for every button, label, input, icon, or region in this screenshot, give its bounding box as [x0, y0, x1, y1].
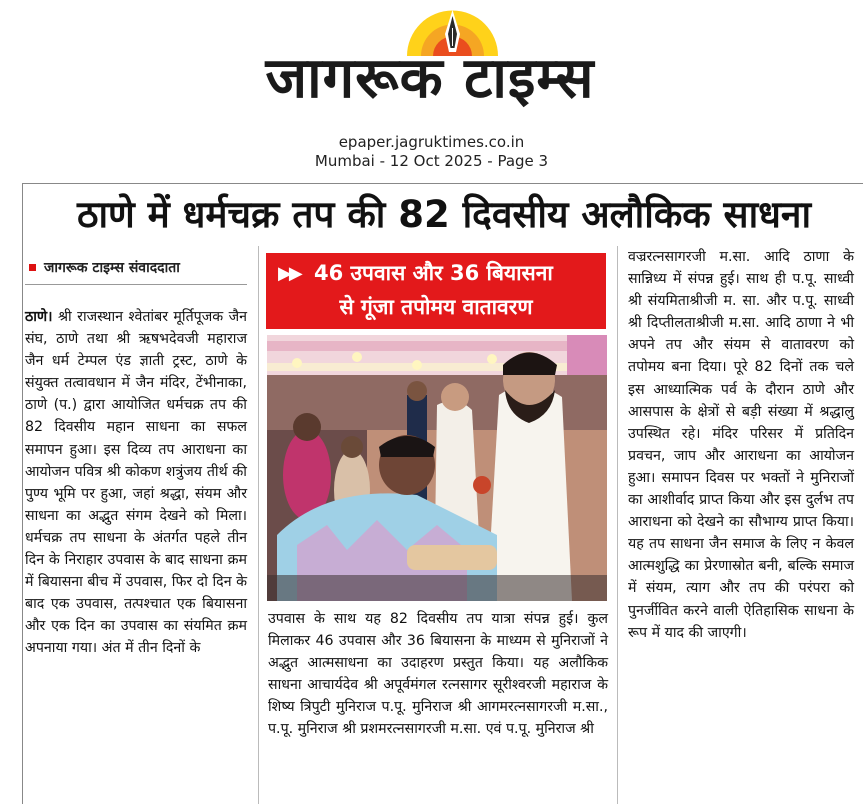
left-rule: [22, 183, 23, 804]
column-separator: [617, 246, 618, 804]
masthead: [0, 0, 863, 175]
edition-info: Mumbai - 12 Oct 2025 - Page 3: [314, 152, 549, 170]
column-3-text: वज्ररत्नसागरजी म.सा. आदि ठाणा के सान्निध्य में संपन्न हुई। साथ ही प.पू. साध्वी श्री संयमिताश्रीजी म. सा. और प.पू. साध्वी श्री दिप्तीलताश्रीजी म.सा. आदि ठाणा ने भी अपने तप और संयम से वातावरण को तपोमय बना दिया। पूरे 82 दिनों तक चले इस आध्यात्मिक पर्व के दौरान ठाणे और आसपास के क्षेत्रों से बड़ी संख्या में श्रद्धालु उपस्थित रहे। मंदिर परिसर में प्रतिदिन प्रवचन, जाप और आराधना का आयोजन हुआ। समापन दिवस पर भक्तों ने मुनिराजों का आशीर्वाद प्राप्त किया और इस दुर्लभ तप आराधना को देखने का सौभाग्य प्राप्त किया। यह तप साधना जैन समाज के लिए न केवल आत्मशुद्धि का प्रेरणास्रोत बनी, बल्कि समाज में संयम, त्याग और तप की परंपरा को पुनर्जीवित करने वाली ऐतिहासिक साधना के रूप में याद की जाएगी।: [628, 249, 854, 641]
subheadline-line-2: से गूंजा तपोमय वातावरण: [339, 295, 533, 319]
byline: [25, 258, 255, 277]
subheadline-box: [266, 253, 606, 329]
article-column-3: [628, 246, 854, 644]
dateline: ठाणे।: [25, 309, 53, 325]
article-headline: ठाणे में धर्मचक्र तप की 82 दिवसीय अलौकिक साधना: [76, 193, 812, 236]
epaper-url[interactable]: epaper.jagruktimes.co.in: [338, 133, 525, 151]
article-column-2: [268, 608, 608, 741]
top-rule: [22, 183, 863, 184]
newspaper-page: [0, 183, 863, 804]
column-1-text: श्री राजस्थान श्वेतांबर मूर्तिपूजक जैन संघ, ठाणे तथा श्री ऋषभदेवजी महाराज जैन धर्म टेम्पल एंड ज्ञाती ट्रस्ट, ठाणे के संयुक्त तत्वावधान में जैन मंदिर, टेंभीनाका, ठाणे (प.) द्वारा आयोजित धर्मचक्र तप की 82 दिवसीय महान साधना का सफल समापन हुआ। इस दिव्य तप आराधना का आयोजन पवित्र श्री कोकण शत्रुंजय तीर्थ की पुण्य भूमि पर हुआ, जहां श्रद्धा, संयम और साधना का अद्भुत संगम देखने को मिला। धर्मचक्र तप साधना के अंतर्गत पहले तीन दिन के निराहार उपवास के बाद साधना क्रम में बियासना बीच में उपवास, फिर दो दिन के बाद एक उपवास, तत्पश्चात एक बियासना और एक दिन का उपवास का संयमित क्रम अपनाया गया। अंत में तीन दिनों के: [25, 309, 247, 657]
byline-text: जागरूक टाइम्स संवाददाता: [44, 260, 180, 276]
column-separator: [258, 246, 259, 804]
newspaper-logo[interactable]: जागरूक टाइम्स: [265, 46, 595, 111]
column-2-text: उपवास के साथ यह 82 दिवसीय तप यात्रा संपन्न हुई। कुल मिलाकर 46 उपवास और 36 बियासना के माध्यम से मुनिराजों ने अद्भुत आत्मसाधना का उदाहरण प्रस्तुत किया। यह अलौकिक साधना आचार्यदेव श्री अपूर्वमंगल रत्नसागर सूरीश्वरजी महाराज के शिष्य त्रिपुटी मुनिराज प.पू. मुनिराज श्री आगमरत्नसागरजी म.सा., प.पू. मुनिराज श्री प्रशमरत्नसागरजी म.सा. एवं प.पू. मुनिराज श्री: [268, 611, 608, 738]
article-column-1: [25, 306, 247, 660]
subheadline-line-1: 46 उपवास और 36 बियासना: [314, 261, 553, 285]
double-arrow-icon: ▶▶: [278, 263, 300, 284]
event-photo: [267, 335, 607, 601]
byline-rule: [25, 284, 247, 285]
byline-square-icon: [29, 264, 36, 271]
